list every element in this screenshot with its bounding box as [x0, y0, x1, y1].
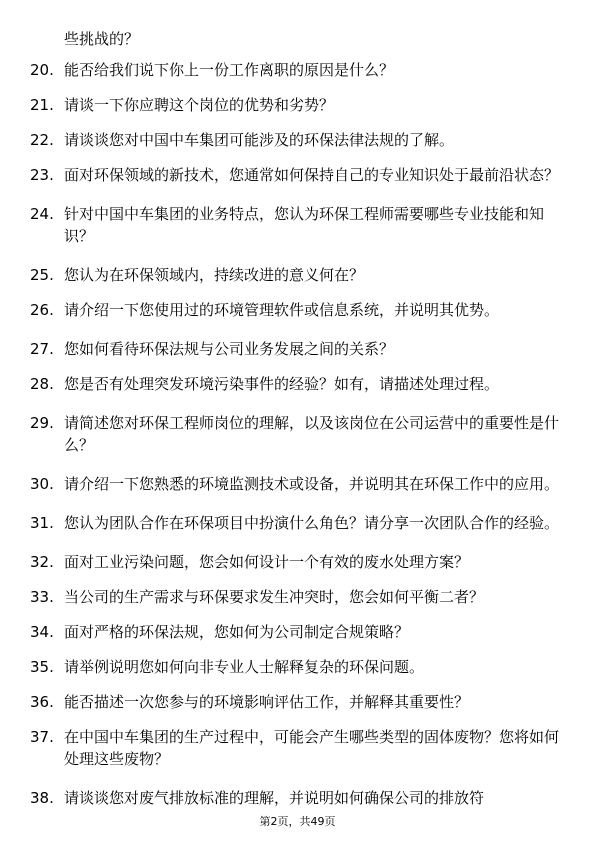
question-item: [30, 551, 570, 573]
question-item: [30, 412, 570, 456]
question-number: 36.: [30, 693, 54, 711]
question-text: 您认为在环保领域内，持续改进的意义何在？: [64, 266, 365, 284]
question-item: [30, 656, 570, 678]
question-text: 针对中国中车集团的业务特点，您认为环保工程师需要哪些专业技能和知识？: [64, 205, 545, 245]
continuation-text: 些挑战的？: [64, 30, 140, 48]
question-number: 23.: [30, 166, 54, 184]
question-text: 请谈谈您对废气排放标准的理解，并说明如何确保公司的排放符: [64, 789, 485, 807]
question-number: 26.: [30, 301, 54, 319]
question-item: [30, 373, 570, 395]
question-number: 37.: [30, 728, 54, 746]
question-number: 29.: [30, 414, 54, 432]
question-item: [30, 621, 570, 643]
question-text: 面对环保领域的新技术，您通常如何保持自己的专业知识处于最前沿状态？: [64, 166, 560, 184]
question-text: 请谈一下你应聘这个岗位的优势和劣势？: [64, 96, 335, 114]
question-text: 能否描述一次您参与的环境影响评估工作，并解释其重要性？: [64, 693, 470, 711]
question-text: 您认为团队合作在环保项目中扮演什么角色？请分享一次团队合作的经验。: [64, 514, 560, 532]
question-text: 请举例说明您如何向非专业人士解释复杂的环保问题。: [64, 658, 425, 676]
question-text: 能否给我们说下你上一份工作离职的原因是什么？: [64, 61, 395, 79]
question-number: 35.: [30, 658, 54, 676]
page-footer: 第2页，共49页: [259, 815, 336, 828]
question-number: 24.: [30, 205, 54, 223]
question-text: 面对工业污染问题，您会如何设计一个有效的废水处理方案？: [64, 553, 470, 571]
question-item: [30, 59, 570, 81]
question-item: [30, 264, 570, 286]
question-item: [30, 203, 570, 247]
question-item: [30, 512, 570, 534]
question-number: 30.: [30, 475, 54, 493]
question-number: 22.: [30, 131, 54, 149]
question-item: [30, 94, 570, 116]
question-number: 28.: [30, 375, 54, 393]
question-text: 面对严格的环保法规，您如何为公司制定合规策略？: [64, 623, 410, 641]
question-item: [30, 586, 570, 608]
question-item: [30, 338, 570, 360]
question-number: 20.: [30, 61, 54, 79]
question-text: 请谈谈您对中国中车集团可能涉及的环保法律法规的了解。: [64, 131, 455, 149]
question-text: 您如何看待环保法规与公司业务发展之间的关系？: [64, 340, 395, 358]
question-number: 25.: [30, 266, 54, 284]
question-item: [30, 473, 570, 495]
question-item: [30, 129, 570, 151]
question-item: [30, 726, 570, 770]
question-number: 33.: [30, 588, 54, 606]
question-item: [30, 164, 570, 186]
question-text: 在中国中车集团的生产过程中，可能会产生哪些类型的固体废物？您将如何处理这些废物？: [64, 728, 560, 768]
question-number: 34.: [30, 623, 54, 641]
question-text: 请介绍一下您使用过的环境管理软件或信息系统，并说明其优势。: [64, 301, 500, 319]
question-number: 32.: [30, 553, 54, 571]
question-number: 27.: [30, 340, 54, 358]
question-text: 请简述您对环保工程师岗位的理解，以及该岗位在公司运营中的重要性是什么？: [64, 414, 560, 454]
question-item: [30, 787, 570, 809]
question-item: [30, 299, 570, 321]
question-list: [30, 59, 570, 822]
question-text: 您是否有处理突发环境污染事件的经验？如有，请描述处理过程。: [64, 375, 500, 393]
question-number: 21.: [30, 96, 54, 114]
question-number: 38.: [30, 789, 54, 807]
question-text: 请介绍一下您熟悉的环境监测技术或设备，并说明其在环保工作中的应用。: [64, 475, 560, 493]
question-item: [30, 691, 570, 713]
question-number: 31.: [30, 514, 54, 532]
question-text: 当公司的生产需求与环保要求发生冲突时，您会如何平衡二者？: [64, 588, 485, 606]
